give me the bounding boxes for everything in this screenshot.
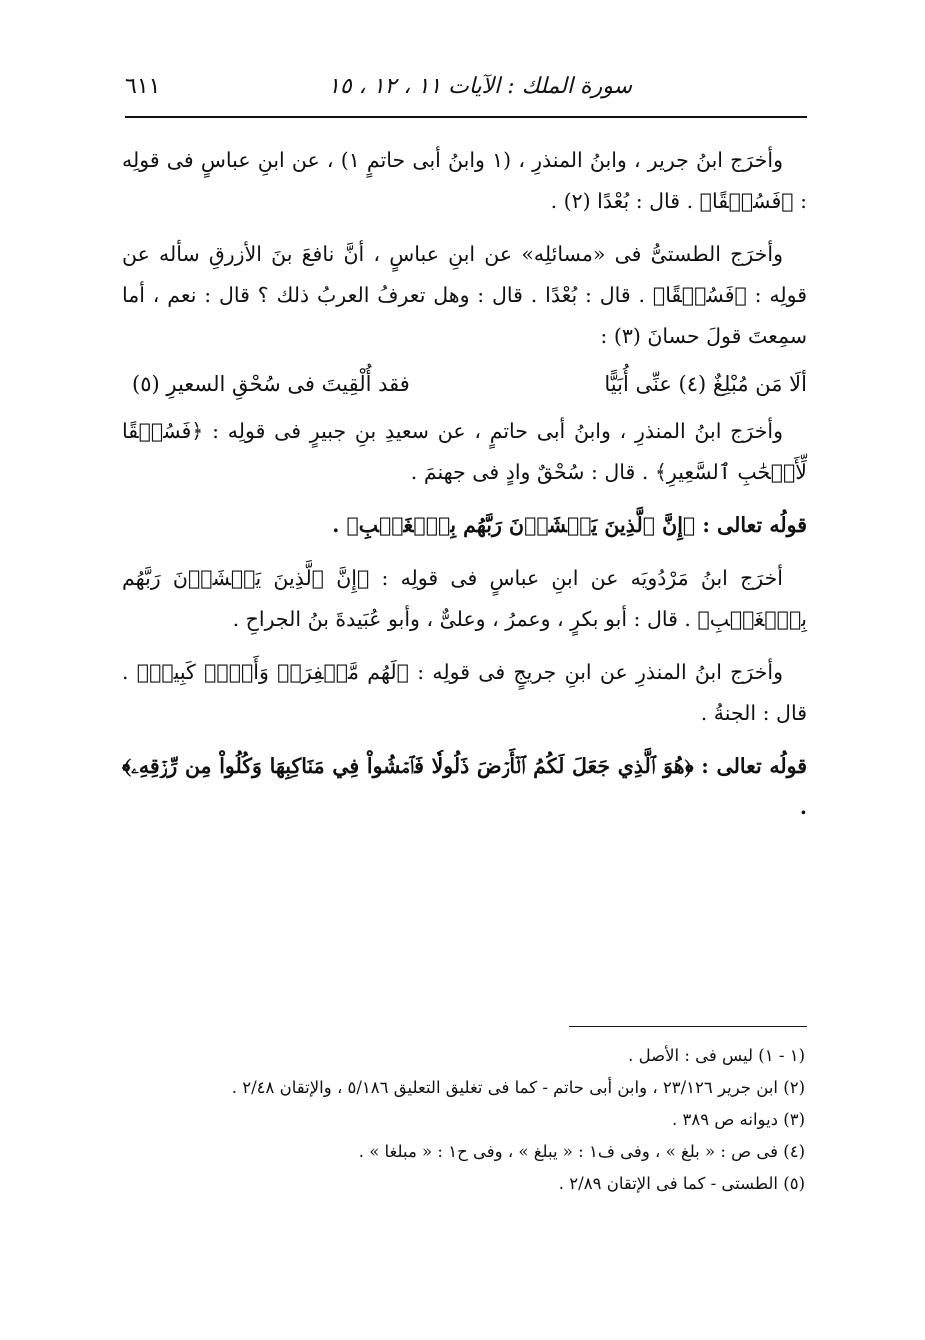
header-rule <box>125 116 807 118</box>
paragraph: وأخرَج ابنُ جرير ، وابنُ المنذرِ ، (١ وابنُ أبى حاتمٍ ١) ، عن ابنِ عباسٍ فى قولِه : ﴿فَسُحۡقًا﴾ . قال : بُعْدًا (٢) . <box>122 148 807 213</box>
running-title: سورة الملك : الآيات ١١ ، ١٢ ، ١٥ <box>328 74 632 99</box>
main-text <box>122 140 807 840</box>
footnote: (٤) فى ص : « بلغ » ، وفى ف١ : « يبلغ » ، وفى ح١ : « مبلغا » . <box>358 1142 805 1161</box>
footnote: (٢) ابن جرير ٢٣/١٢٦ ، وابن أبى حاتم - كما فى تغليق التعليق ٥/١٨٦ ، والإتقان ٢/٤٨ . <box>231 1078 805 1097</box>
footnotes <box>122 1040 807 1200</box>
paragraph: أخرَج ابنُ مَرْدُويَه عن ابنِ عباسٍ فى قولِه : ﴿إِنَّ ٱلَّذِينَ يَخۡشَوۡنَ رَبَّهُم بِٱلۡغَيۡبِ﴾ . قال : أبو بكرٍ ، وعمرُ ، وعلىٌّ ، وأبو عُبَيدةَ بنُ الجراحِ . <box>122 566 807 631</box>
footnote: (٣) ديوانه ص ٣٨٩ . <box>671 1110 805 1129</box>
paragraph: وأخرَج الطستىُّ فى «مسائلِه» عن ابنِ عباسٍ ، أنَّ نافعَ بنَ الأزرقِ سأله عن قولِه : ﴿فَسُحۡقًا﴾ . قال : بُعْدًا . قال : وهل تعرفُ العربُ ذلك ؟ قال : نعم ، أما سمِعتَ قولَ حسانَ (٣) : <box>122 242 807 348</box>
footnote-rule <box>569 1026 807 1027</box>
verse-first-hemistich: ألَا مَن مُبْلِغٌ (٤) عنِّى أُبَيًّا <box>604 372 807 396</box>
footnote: (١ - ١) ليس فى : الأصل . <box>628 1046 805 1065</box>
poetry-verse <box>122 363 807 405</box>
verse-heading: قولُه تعالى : ﴿هُوَ ٱلَّذِي جَعَلَ لَكُمُ ٱلۡأَرۡضَ ذَلُولٗا فَٱمۡشُواْ فِي مَنَاكِبِهَا وَكُلُواْ مِن رِّزۡقِهِۦ﴾ . <box>122 754 807 819</box>
page-number: ٦١١ <box>125 74 161 99</box>
verse-heading: قولُه تعالى : ﴿إِنَّ ٱلَّذِينَ يَخۡشَوۡنَ رَبَّهُم بِٱلۡغَيۡبِ﴾ . <box>332 513 807 537</box>
page-header <box>125 66 807 110</box>
verse-second-hemistich: فقد أُلْقِيتَ فى سُحْقِ السعيرِ (٥) <box>132 372 410 396</box>
paragraph: وأخرَج ابنُ المنذرِ ، وابنُ أبى حاتمٍ ، عن سعيدِ بنِ جبيرٍ فى قولِه : ﴿فَسُحۡقًا لِّأَصۡحَٰبِ ٱلسَّعِيرِ﴾ . قال : سُحْقٌ وادٍ فى جهنمَ . <box>122 419 807 484</box>
paragraph: وأخرَج ابنُ المنذرِ عن ابنِ جريجٍ فى قولِه : ﴿لَهُم مَّغۡفِرَةٞ وَأَجۡرٞ كَبِيرٞ﴾ . قال : الجنةُ . <box>122 660 807 725</box>
footnote: (٥) الطستى - كما فى الإتقان ٢/٨٩ . <box>558 1174 805 1193</box>
